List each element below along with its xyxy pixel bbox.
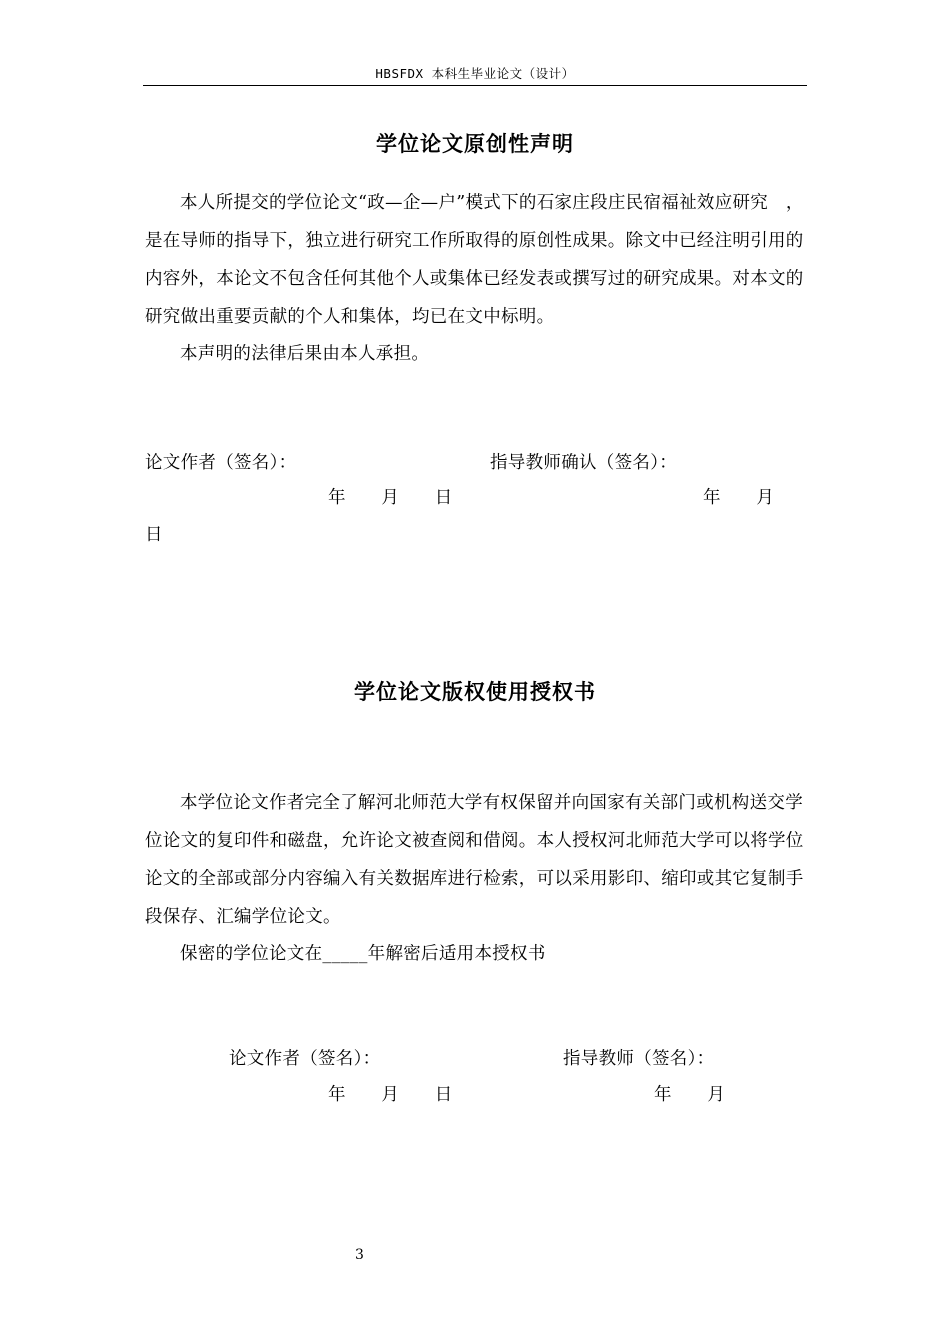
declaration-author-date: 年 月 日: [328, 488, 453, 508]
declaration-legal-note: 本声明的法律后果由本人承担。: [180, 344, 430, 364]
authorization-author-signature-label: 论文作者（签名）：: [229, 1049, 381, 1069]
authorization-advisor-signature-label: 指导教师（签名）：: [563, 1049, 715, 1069]
page-header: HBSFDX 本科生毕业论文（设计）: [375, 66, 575, 81]
header-rule: [143, 85, 807, 86]
declaration-author-signature-label: 论文作者（签名）：: [145, 453, 297, 473]
page-number: 3: [355, 1247, 364, 1263]
declaration-title: 学位论文原创性声明: [376, 132, 574, 156]
declaration-advisor-date-day: 日: [145, 525, 163, 545]
authorization-confidential-note: 保密的学位论文在_____年解密后适用本授权书: [180, 944, 546, 964]
authorization-author-date: 年 月 日: [328, 1085, 453, 1105]
declaration-advisor-signature-label: 指导教师确认（签名）：: [490, 453, 678, 473]
authorization-title: 学位论文版权使用授权书: [354, 680, 596, 704]
authorization-paragraph: 本学位论文作者完全了解河北师范大学有权保留并向国家有关部门或机构送交学位论文的复印件和磁盘，允许论文被查阅和借阅。本人授权河北师范大学可以将学位论文的全部或部分内容编入有关数据库进行检索，可以采用影印、缩印或其它复制手段保存、汇编学位论文。: [145, 793, 804, 927]
declaration-advisor-date: 年 月: [703, 488, 775, 508]
authorization-advisor-date: 年 月: [654, 1085, 726, 1105]
declaration-paragraph: 本人所提交的学位论文“政—企—户”模式下的石家庄段庄民宿福祉效应研究 ，是在导师的指导下，独立进行研究工作所取得的原创性成果。除文中已经注明引用的内容外，本论文不包含任何其他个人或集体已经发表或撰写过的研究成果。对本文的研究做出重要贡献的个人和集体，均已在文中标明。: [145, 193, 804, 327]
